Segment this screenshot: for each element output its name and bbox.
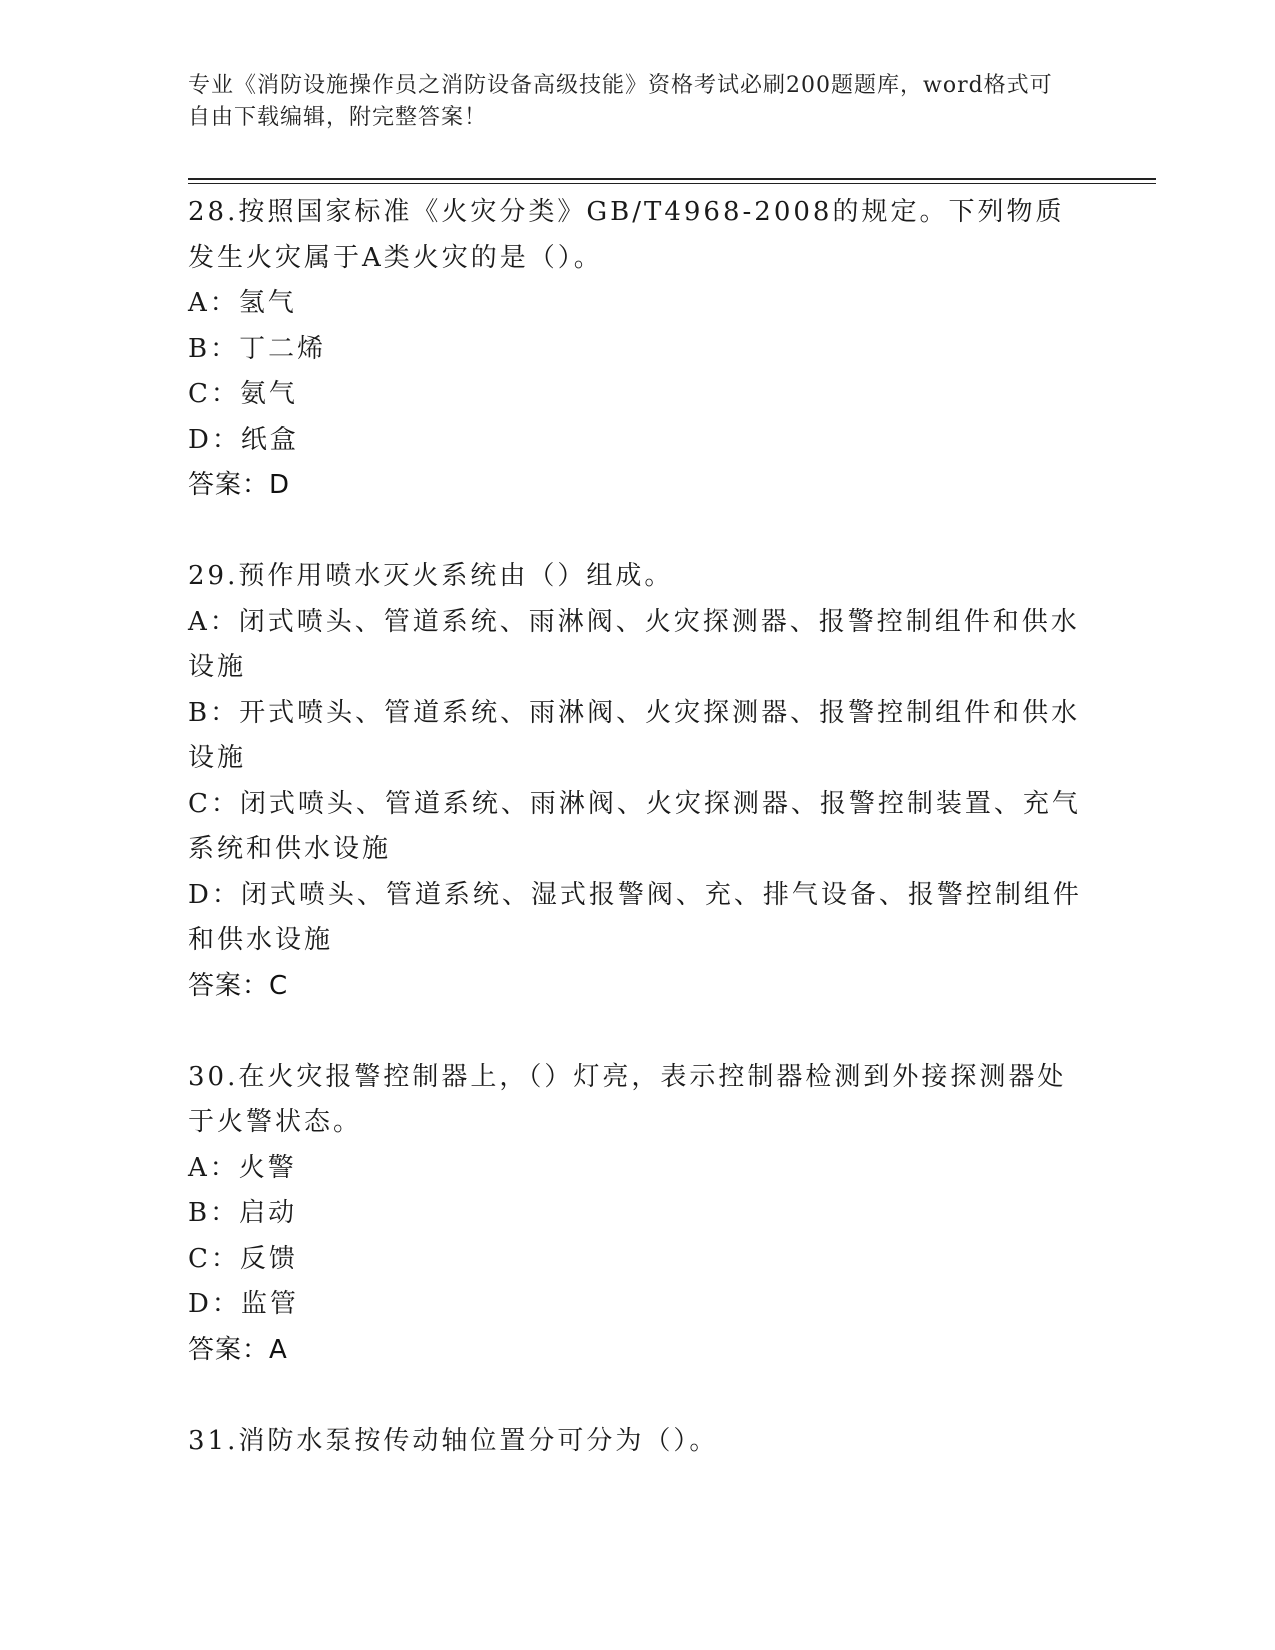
option-b: B：开式喷头、管道系统、雨淋阀、火灾探测器、报警控制组件和供水设施 bbox=[188, 697, 1081, 773]
document-header: 专业《消防设施操作员之消防设备高级技能》资格考试必刷200题题库，word格式可自由下载编辑，附完整答案！ bbox=[188, 73, 1053, 130]
option-c: C：闭式喷头、管道系统、雨淋阀、火灾探测器、报警控制装置、充气系统和供水设施 bbox=[188, 788, 1081, 864]
question-spacer bbox=[188, 1373, 1088, 1419]
question-30 bbox=[188, 1055, 1088, 1374]
option-c: C：反馈 bbox=[188, 1243, 298, 1274]
question-spacer bbox=[188, 1009, 1088, 1055]
header-divider-thick bbox=[188, 178, 1156, 180]
option-b: B：启动 bbox=[188, 1198, 298, 1228]
option-d: D：闭式喷头、管道系统、湿式报警阀、充、排气设备、报警控制组件和供水设施 bbox=[188, 879, 1082, 955]
question-stem: 30.在火灾报警控制器上，（）灯亮，表示控制器检测到外接探测器处于火警状态。 bbox=[188, 1061, 1067, 1137]
answer-line: 答案：C bbox=[188, 970, 289, 1001]
option-d: D：纸盒 bbox=[188, 424, 299, 455]
question-31 bbox=[188, 1419, 1088, 1465]
question-28 bbox=[188, 190, 1088, 509]
header-divider-thin bbox=[188, 183, 1156, 184]
option-c: C：氨气 bbox=[188, 379, 298, 409]
option-b: B：丁二烯 bbox=[188, 333, 327, 364]
option-a: A：氢气 bbox=[188, 288, 297, 318]
option-d: D：监管 bbox=[188, 1289, 299, 1319]
question-29 bbox=[188, 554, 1088, 1009]
option-a: A：闭式喷头、管道系统、雨淋阀、火灾探测器、报警控制组件和供水设施 bbox=[188, 606, 1080, 682]
question-stem: 28.按照国家标准《火灾分类》GB/T4968-2008的规定。下列物质发生火灾属于A类火灾的是（）。 bbox=[188, 197, 1065, 273]
question-spacer bbox=[188, 509, 1088, 555]
answer-line: 答案：A bbox=[188, 1334, 288, 1365]
question-list bbox=[188, 190, 1088, 1464]
option-a: A：火警 bbox=[188, 1152, 297, 1183]
question-stem: 31.消防水泵按传动轴位置分可分为（）。 bbox=[188, 1425, 719, 1456]
answer-line: 答案：D bbox=[188, 470, 291, 500]
question-stem: 29.预作用喷水灭火系统由（）组成。 bbox=[188, 561, 674, 591]
